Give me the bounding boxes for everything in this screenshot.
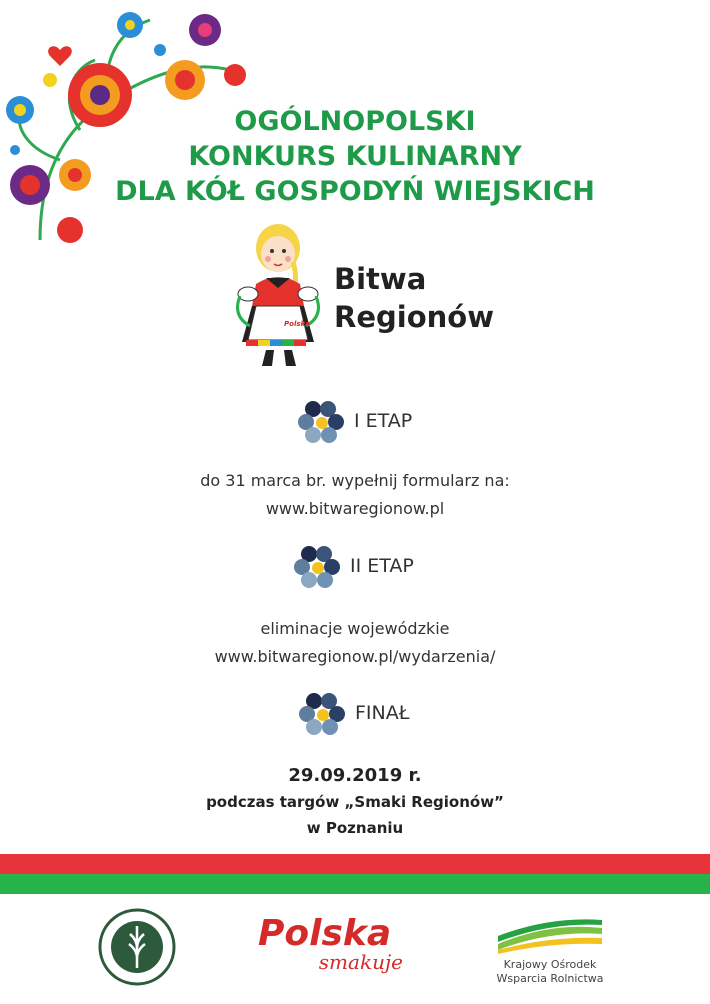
stage-dots-icon: [297, 690, 347, 736]
stage-1-header: [296, 398, 412, 444]
stage-1-label: I ETAP: [354, 410, 413, 432]
kowr-fields-icon: [494, 918, 606, 954]
smakuje-text: smakuje: [318, 950, 403, 974]
red-stripe: [0, 854, 710, 874]
final-date: 29.09.2019 r.: [288, 765, 422, 786]
stage-1-line-1: do 31 marca br. wypełnij formularz na:: [200, 471, 510, 490]
page-title: [0, 104, 710, 209]
polska-text: Polska: [258, 913, 392, 954]
title-line-1: OGÓLNOPOLSKI: [234, 106, 476, 137]
final-location: w Poznaniu: [306, 819, 404, 837]
folk-girl-mascot-icon: [226, 222, 326, 372]
final-label: FINAŁ: [355, 702, 410, 724]
kowr-line-1: Krajowy Ośrodek: [503, 958, 597, 971]
kowr-line-2: Wsparcia Rolnictwa: [496, 972, 604, 985]
stage-1-text: [0, 467, 710, 523]
stage-2-text: [0, 615, 710, 671]
polska-smakuje-logo: [258, 914, 408, 974]
stage-2-url[interactable]: www.bitwaregionow.pl/wydarzenia/: [214, 647, 496, 666]
final-event: podczas targów „Smaki Regionów”: [206, 793, 504, 811]
kowr-logo: [494, 918, 606, 986]
ministry-seal-icon: [98, 908, 176, 986]
stage-2-label: II ETAP: [350, 555, 414, 577]
stage-2-header: [292, 543, 414, 589]
bitwa-regionow-logo: [334, 260, 494, 336]
final-details: [0, 763, 710, 841]
stage-dots-icon: [296, 398, 346, 444]
final-header: [297, 690, 409, 736]
logo-line-2: Regionów: [334, 300, 494, 334]
flower-purple: [189, 14, 221, 46]
title-line-3: DLA KÓŁ GOSPODYŃ WIEJSKICH: [115, 176, 595, 207]
green-stripe: [0, 874, 710, 894]
stage-2-line-1: eliminacje wojewódzkie: [260, 619, 450, 638]
stage-1-url[interactable]: www.bitwaregionow.pl: [265, 499, 445, 518]
flower-orange: [165, 60, 205, 100]
logo-line-1: Bitwa: [334, 262, 427, 296]
apron-label: Polska: [284, 320, 310, 328]
stage-dots-icon: [292, 543, 342, 589]
title-line-2: KONKURS KULINARNY: [188, 141, 522, 172]
heart-icon: [48, 46, 72, 66]
